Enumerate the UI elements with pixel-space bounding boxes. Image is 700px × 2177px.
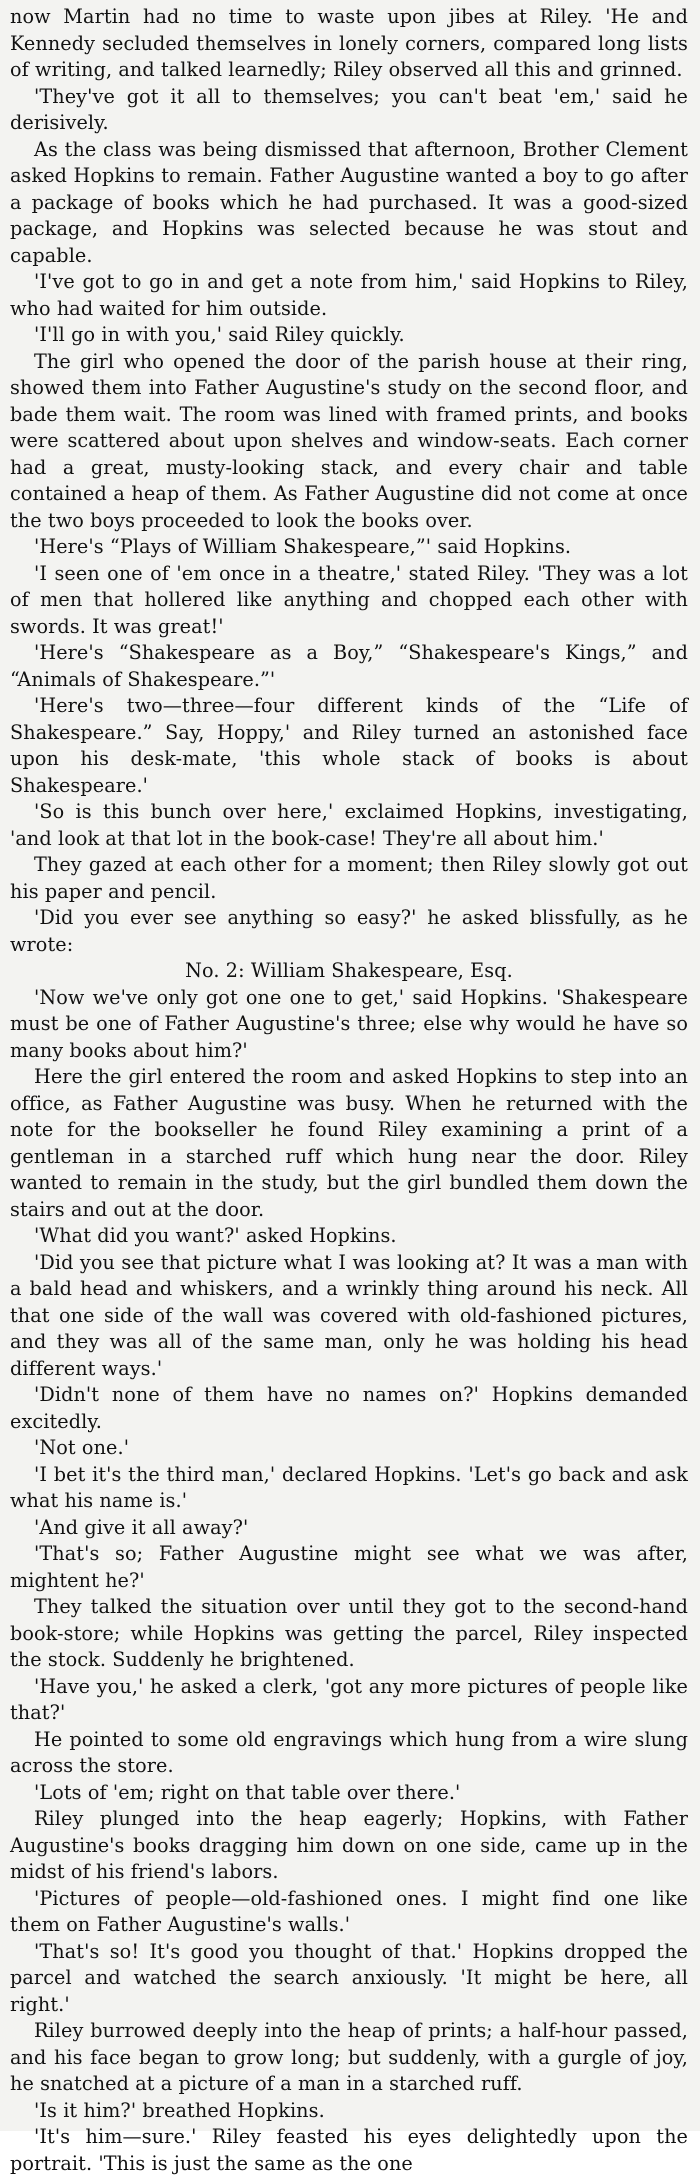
- article-paragraph: 'Is it him?' breathed Hopkins.: [34, 2098, 325, 2122]
- article-paragraph: Riley plunged into the heap eagerly; Hopkins, with Father Augustine's books dragging him down on one side, came up in the midst of his friend's labors.: [10, 1807, 688, 1883]
- article-paragraph: 'I bet it's the third man,' declared Hopkins. 'Let's go back and ask what his name is.': [10, 1462, 688, 1512]
- article-paragraph: 'Have you,' he asked a clerk, 'got any more pictures of people like that?': [10, 1674, 688, 1724]
- article-paragraph: 'Lots of 'em; right on that table over there.': [34, 1780, 461, 1804]
- article-paragraph: 'That's so; Father Augustine might see what we was after, mightent he?': [10, 1542, 688, 1592]
- article-paragraph: 'That's so! It's good you thought of that.' Hopkins dropped the parcel and watched the search anxiously. 'It might be here, all right.': [10, 1939, 688, 2016]
- article-paragraph: As the class was being dismissed that afternoon, Brother Clement asked Hopkins to remain. Father Augustine wanted a boy to go after a package of books which he had purchased. It was a good-sized package, and Hopkins was selected because he was stout and capable.: [10, 137, 688, 267]
- article-paragraph: 'It's him—sure.' Riley feasted his eyes delightedly upon the portrait. 'This is just the same as the one: [10, 2125, 688, 2175]
- article-paragraph: 'Here's “Shakespeare as a Boy,” “Shakespeare's Kings,” and “Animals of Shakespeare.”': [10, 641, 688, 691]
- article-paragraph: now Martin had no time to waste upon jibes at Riley. 'He and Kennedy secluded themselves in lonely corners, compared long lists of writing, and talked learnedly; Riley observed all this and grinned.: [10, 5, 688, 81]
- article-paragraph: 'Not one.': [34, 1436, 130, 1459]
- article-paragraph: They gazed at each other for a moment; then Riley slowly got out his paper and pencil.: [10, 853, 688, 903]
- article-paragraph: Here the girl entered the room and asked Hopkins to step into an office, as Father Augustine was busy. When he returned with the note for the bookseller he found Riley examining a print of a gentleman in a starched ruff which hung near the door. Riley wanted to remain in the study, but the girl bundled them down the stairs and out at the door.: [10, 1065, 688, 1221]
- article-paragraph: 'Here's two—three—four different kinds of the “Life of Shakespeare.” Say, Hoppy,' and Riley turned an astonished face upon his desk-mate, 'this whole stack of books is about Shakespeare.': [10, 694, 688, 797]
- article-paragraph: 'Did you ever see anything so easy?' he asked blissfully, as he wrote:: [10, 906, 688, 956]
- article-paragraph: They talked the situation over until they got to the second-hand book-store; while Hopkins was getting the parcel, Riley inspected the stock. Suddenly he brightened.: [10, 1595, 688, 1671]
- article-paragraph: 'Pictures of people—old-fashioned ones. I might find one like them on Father Augustine's walls.': [10, 1886, 688, 1936]
- article-paragraph: 'Did you see that picture what I was looking at? It was a man with a bald head and whiskers, and a wrinkly thing around his neck. All that one side of the wall was covered with old-fashioned pictures, and they was all of the same man, only he was holding his head different ways.': [10, 1250, 688, 1380]
- article-paragraph: 'So is this bunch over here,' exclaimed Hopkins, investigating, 'and look at that lot in the book-case! They're all about him.': [10, 800, 688, 850]
- list-heading: No. 2: William Shakespeare, Esq.: [185, 959, 513, 982]
- article-column: [10, 4, 688, 2177]
- article-paragraph: 'Here's “Plays of William Shakespeare,”' said Hopkins.: [34, 535, 572, 558]
- article-paragraph: 'I'll go in with you,' said Riley quickly.: [34, 323, 405, 346]
- article-paragraph: 'And give it all away?': [34, 1515, 249, 1539]
- article-paragraph: 'Now we've only got one one to get,' said Hopkins. 'Shakespeare must be one of Father Augustine's three; else why would he have so many books about him?': [10, 985, 688, 1062]
- article-paragraph: 'Didn't none of them have no names on?' Hopkins demanded excitedly.: [10, 1383, 688, 1433]
- article-paragraph: 'What did you want?' asked Hopkins.: [34, 1224, 397, 1247]
- article-paragraph: 'I've got to go in and get a note from him,' said Hopkins to Riley, who had waited for him outside.: [10, 270, 688, 320]
- article-paragraph: The girl who opened the door of the parish house at their ring, showed them into Father Augustine's study on the second floor, and bade them wait. The room was lined with framed prints, and books were scattered about upon shelves and window-seats. Each corner had a great, musty-looking stack, and every chair and table contained a heap of them. As Father Augustine did not come at once the two boys proceeded to look the books over.: [10, 349, 688, 532]
- article-paragraph: 'I seen one of 'em once in a theatre,' stated Riley. 'They was a lot of men that hollered like anything and chopped each other with swords. It was great!': [10, 561, 688, 638]
- article-paragraph: Riley burrowed deeply into the heap of prints; a half-hour passed, and his face began to grow long; but suddenly, with a gurgle of joy, he snatched at a picture of a man in a starched ruff.: [10, 2019, 688, 2095]
- article-paragraph: He pointed to some old engravings which hung from a wire slung across the store.: [10, 1727, 688, 1777]
- article-paragraph: 'They've got it all to themselves; you can't beat 'em,' said he derisively.: [10, 84, 688, 134]
